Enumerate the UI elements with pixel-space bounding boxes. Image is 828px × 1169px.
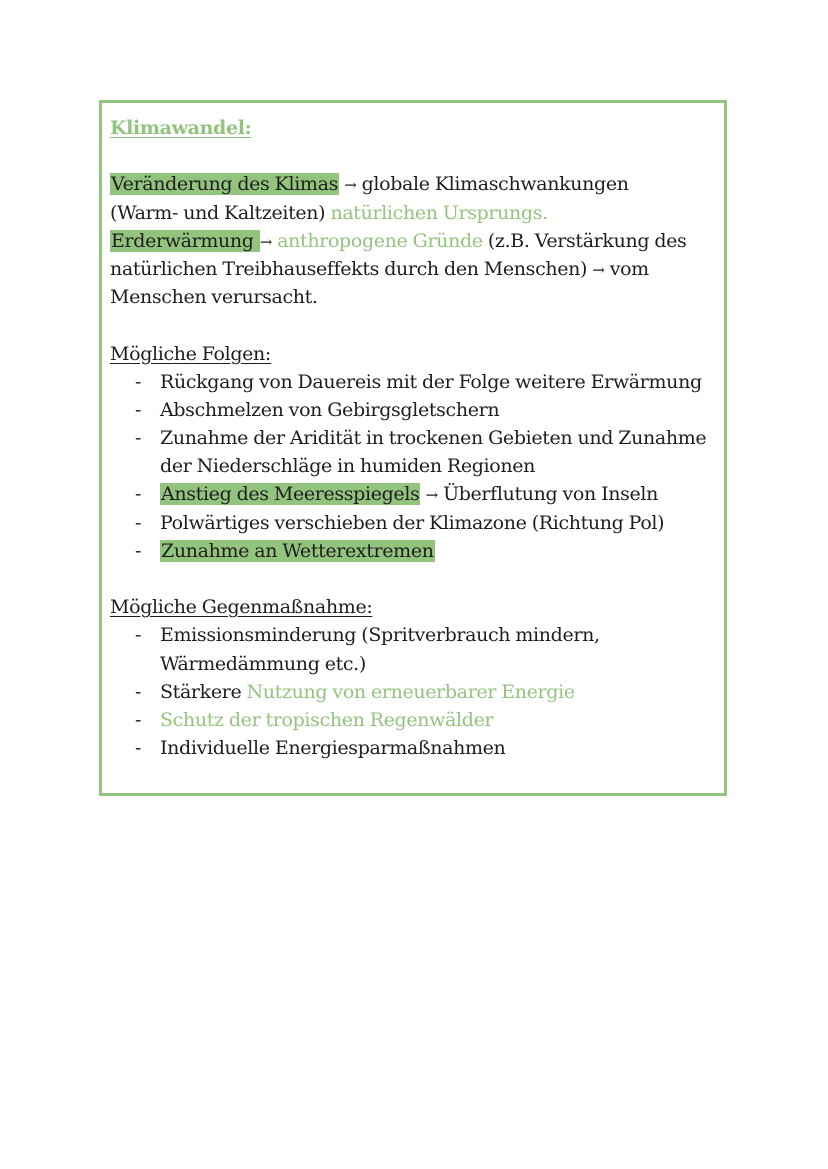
definition-text: globale Klimaschwankungen (356, 173, 629, 196)
definition-text: natürlichen Treibhauseffekts durch den Menschen) (110, 257, 593, 280)
list-item-text: Emissionsminderung (Spritverbrauch mindern, (160, 624, 600, 647)
arrow-icon: → (259, 232, 272, 251)
section-heading-gegenmassnahmen: Mögliche Gegenmaßnahme: (110, 596, 373, 619)
dash-bullet: - (135, 624, 142, 647)
highlight-term: Anstieg des Meeresspiegels (161, 483, 420, 506)
list-item-text: der Niederschläge in humiden Regionen (160, 455, 536, 478)
dash-bullet: - (135, 708, 142, 731)
definition-text: Menschen verursacht. (110, 286, 318, 309)
content-box (99, 100, 727, 796)
spacer (110, 565, 722, 593)
list-item (110, 706, 722, 734)
definition-line (110, 283, 722, 311)
document-content (110, 114, 722, 762)
green-text: Nutzung von erneuerbarer Energie (246, 680, 575, 703)
dash-bullet: - (135, 680, 142, 703)
list-item-text: Abschmelzen von Gebirgsgletschern (160, 398, 500, 421)
spacer (110, 142, 722, 170)
dash-bullet: - (135, 427, 142, 450)
list-item (110, 678, 722, 706)
dash-bullet: - (135, 483, 142, 506)
list-item (110, 734, 722, 762)
arrow-icon: → (425, 486, 438, 505)
highlight-term: Zunahme an Wetterextremen (161, 539, 434, 562)
definition-erderwaermung (110, 227, 722, 255)
definition-line (110, 199, 722, 227)
list-item (110, 424, 722, 452)
definition-klimaveraenderung (110, 170, 722, 198)
green-text: Schutz der tropischen Regenwälder (160, 708, 494, 731)
dash-bullet: - (135, 539, 142, 562)
section-heading-folgen: Mögliche Folgen: (110, 342, 271, 365)
arrow-icon: → (592, 260, 605, 279)
list-item-text: Polwärtiges verschieben der Klimazone (Richtung Pol) (160, 511, 665, 534)
highlight-term: Erderwärmung (111, 229, 259, 252)
list-item-text: Überflutung von Inseln (437, 483, 659, 506)
dash-bullet: - (135, 737, 142, 760)
list-item-continuation (110, 650, 722, 678)
dash-bullet: - (135, 511, 142, 534)
arrow-icon: → (344, 176, 357, 195)
list-item (110, 396, 722, 424)
definition-line (110, 255, 722, 283)
green-text: anthropogene Gründe (277, 229, 483, 252)
list-item (110, 480, 722, 508)
definition-text: (z.B. Verstärkung des (482, 229, 687, 252)
list-item (110, 368, 722, 396)
document-title: Klimawandel: (110, 117, 252, 139)
definition-text: (Warm- und Kaltzeiten) (110, 201, 331, 224)
list-item-continuation (110, 452, 722, 480)
list-item (110, 509, 722, 537)
definition-text: vom (604, 257, 649, 280)
dash-bullet: - (135, 398, 142, 421)
spacer (110, 311, 722, 339)
list-item-text: Stärkere (160, 680, 247, 703)
list-item-text: Wärmedämmung etc.) (160, 652, 366, 675)
list-item-text: Zunahme der Aridität in trockenen Gebieten und Zunahme (160, 427, 707, 450)
highlight-term: Veränderung des Klimas (111, 173, 338, 196)
green-text: natürlichen Ursprungs. (330, 201, 548, 224)
list-item (110, 537, 722, 565)
list-item (110, 621, 722, 649)
list-item-text: Individuelle Energiesparmaßnahmen (160, 737, 506, 760)
list-item-text: Rückgang von Dauereis mit der Folge weitere Erwärmung (160, 370, 702, 393)
dash-bullet: - (135, 370, 142, 393)
